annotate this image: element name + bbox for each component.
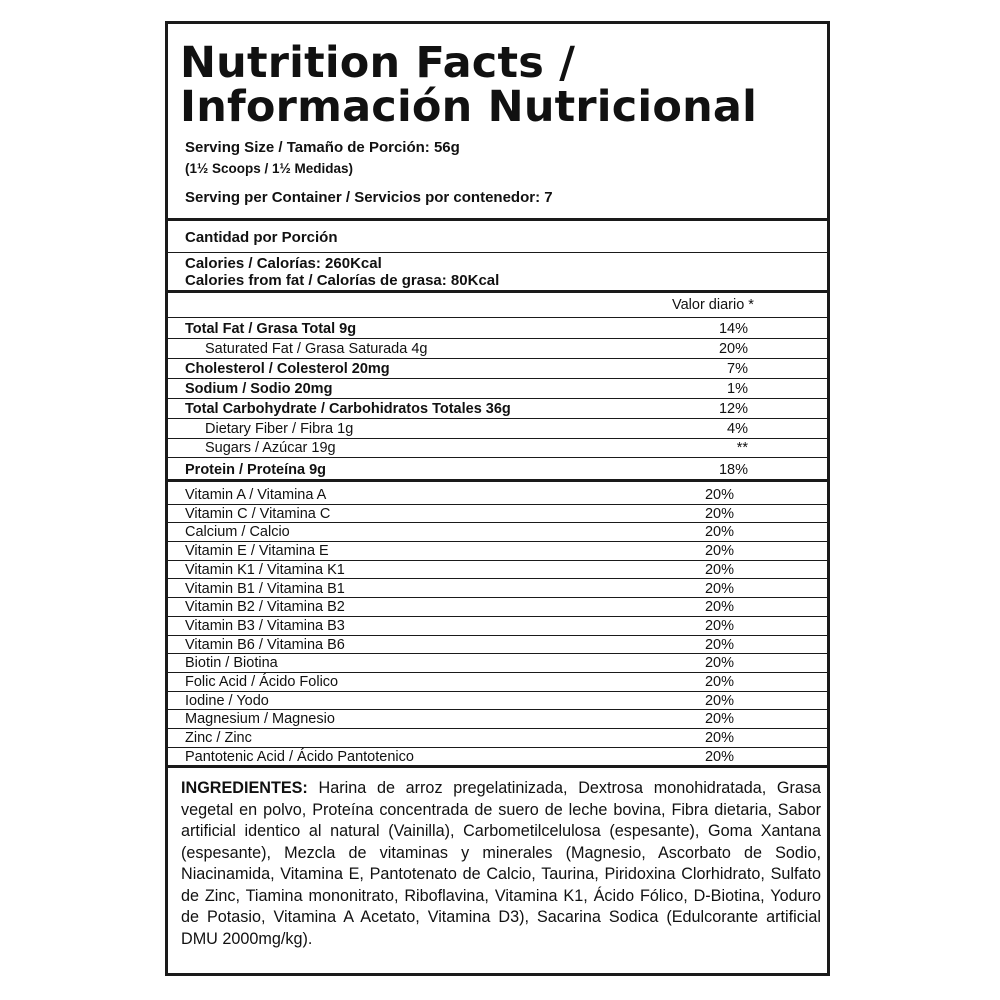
nutrient-daily-value: 1% (727, 380, 748, 397)
vitamin-daily-value: 20% (704, 487, 734, 503)
vitamin-daily-value: 20% (704, 711, 734, 728)
vitamin-label: Vitamin A / Vitamina A (185, 487, 327, 503)
vitamin-daily-value: 20% (704, 692, 734, 709)
nutrient-row (168, 360, 827, 379)
title-line-1: Nutrition Facts / (180, 38, 576, 88)
vitamin-row (168, 673, 827, 692)
nutrient-daily-value: 4% (727, 420, 748, 437)
nutrient-daily-value: ** (736, 440, 748, 457)
nutrient-row (168, 340, 827, 359)
ingredients-text: Harina de arroz pregelatinizada, Dextrosa monohidratada, Grasa vegetal en polvo, Proteína concentrada de suero de leche bovina, Fibra dietaria, Sabor artificial identico al natural (Vainilla), Carbometilcelulosa (espesante), Goma Xantana (espesante), Mezcla de vitaminas y minerales (Magnesio, Ascorbato de Sodio, Niacinamida, Vitamina E, Pantotenato de Calcio, Taurina, Piridoxina Clorhidrato, Sulfato de Zinc, Tiamina mononitrato, Riboflavina, Vitamina K1, Ácido Fólico, D-Biotina, Yoduro de Potasio, Vitamina A Acetato, Vitamina D3), Sacarina Sodica (Edulcorante artificial DMU 2000mg/kg). (181, 779, 821, 948)
nutrient-label: Protein / Proteína 9g (185, 462, 326, 479)
nutrient-row (168, 380, 827, 399)
calories: Calories / Calorías: 260Kcal (185, 255, 382, 272)
vitamin-daily-value: 20% (704, 524, 734, 541)
nutrient-row (168, 320, 827, 339)
row-divider (168, 358, 827, 359)
serving-scoops: (1½ Scoops / 1½ Medidas) (185, 161, 354, 176)
amount-per-serving: Cantidad por Porción (185, 229, 338, 246)
vitamin-label: Vitamin B2 / Vitamina B2 (185, 599, 345, 616)
vitamin-row (168, 654, 827, 673)
vitamin-daily-value: 20% (704, 674, 734, 690)
vitamin-row (168, 598, 827, 617)
ingredients-section (181, 778, 821, 950)
nutrient-row (168, 400, 827, 419)
nutrient-label: Total Carbohydrate / Carbohidratos Totales 36g (185, 400, 511, 417)
row-divider (168, 457, 827, 458)
vitamin-label: Vitamin K1 / Vitamina K1 (185, 561, 345, 578)
vitamin-daily-value: 20% (704, 655, 734, 672)
nutrient-label: Sugars / Azúcar 19g (205, 440, 336, 457)
daily-value-header: Valor diario * (672, 297, 754, 313)
nutrient-row (168, 420, 827, 439)
nutrient-daily-value: 18% (718, 462, 748, 479)
vitamin-label: Folic Acid / Ácido Folico (185, 674, 339, 690)
vitamin-daily-value: 20% (704, 580, 734, 597)
nutrient-label: Sodium / Sodio 20mg (185, 380, 333, 397)
row-divider (168, 418, 827, 419)
nutrient-daily-value: 12% (718, 400, 748, 417)
vitamin-daily-value: 20% (704, 561, 734, 578)
nutrient-row (168, 461, 827, 480)
vitamin-daily-value: 20% (704, 748, 734, 765)
nutrient-row (168, 439, 827, 458)
divider-thick (168, 218, 827, 221)
vitamin-label: Zinc / Zinc (185, 730, 252, 747)
vitamin-daily-value: 20% (704, 599, 734, 616)
vitamin-label: Calcium / Calcio (185, 524, 290, 541)
nutrition-facts-panel (165, 21, 830, 976)
vitamin-label: Vitamin E / Vitamina E (185, 543, 329, 560)
vitamin-row (168, 580, 827, 599)
row-divider (168, 338, 827, 339)
row-divider (168, 378, 827, 379)
title-line-2: Información Nutricional (180, 82, 758, 132)
vitamin-row (168, 561, 827, 580)
divider-thick (168, 479, 827, 482)
vitamin-row (168, 748, 827, 767)
nutrient-label: Cholesterol / Colesterol 20mg (185, 360, 390, 377)
divider (168, 252, 827, 253)
vitamin-daily-value: 20% (704, 543, 734, 560)
calories-from-fat: Calories from fat / Calorías de grasa: 80Kcal (185, 272, 500, 289)
vitamin-label: Vitamin B6 / Vitamina B6 (185, 636, 345, 653)
nutrient-daily-value: 7% (727, 360, 748, 377)
nutrient-daily-value: 20% (718, 340, 748, 357)
vitamin-row (168, 542, 827, 561)
vitamin-row (168, 636, 827, 655)
serving-size: Serving Size / Tamaño de Porción: 56g (185, 139, 460, 156)
vitamin-daily-value: 20% (704, 617, 734, 634)
vitamin-label: Pantotenic Acid / Ácido Pantotenico (185, 748, 414, 765)
vitamin-row (168, 710, 827, 729)
vitamin-daily-value: 20% (704, 636, 734, 653)
row-divider (168, 398, 827, 399)
divider (168, 317, 827, 318)
nutrient-label: Dietary Fiber / Fibra 1g (205, 420, 354, 437)
vitamin-row (168, 692, 827, 711)
vitamin-daily-value: 20% (704, 730, 734, 747)
servings-per-container: Serving per Container / Servicios por contenedor: 7 (185, 189, 553, 206)
vitamin-row (168, 523, 827, 542)
nutrient-label: Saturated Fat / Grasa Saturada 4g (205, 340, 428, 357)
nutrient-label: Total Fat / Grasa Total 9g (185, 321, 357, 337)
row-divider (168, 438, 827, 439)
vitamin-daily-value: 20% (704, 505, 734, 522)
vitamin-row (168, 729, 827, 748)
vitamin-label: Iodine / Yodo (185, 692, 269, 709)
vitamin-row (168, 617, 827, 636)
ingredients-heading: INGREDIENTES: (181, 779, 308, 797)
nutrient-daily-value: 14% (718, 321, 748, 337)
vitamin-label: Vitamin B3 / Vitamina B3 (185, 617, 345, 634)
vitamin-row (168, 486, 827, 505)
vitamin-label: Vitamin B1 / Vitamina B1 (185, 580, 345, 597)
vitamin-label: Vitamin C / Vitamina C (185, 505, 331, 522)
vitamin-label: Biotin / Biotina (185, 655, 278, 672)
divider-thick (168, 765, 827, 768)
vitamin-label: Magnesium / Magnesio (185, 711, 335, 728)
vitamin-row (168, 505, 827, 524)
divider-thick (168, 290, 827, 293)
